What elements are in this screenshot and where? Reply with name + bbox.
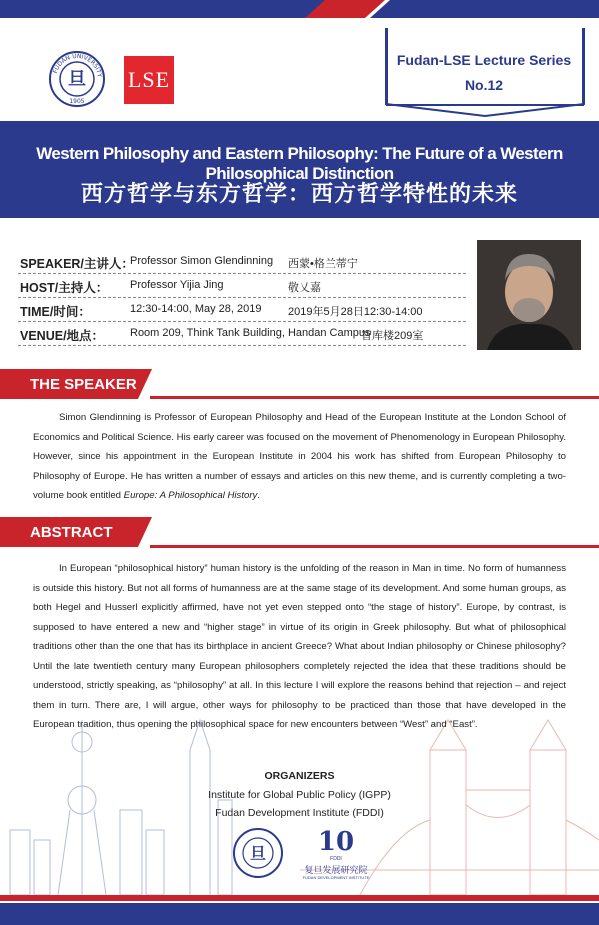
fddi-english-name: FUDAN DEVELOPMENT INSTITUTE [302, 875, 370, 880]
title-chinese: 西方哲学与东方哲学：西方哲学特性的未来 [80, 181, 518, 206]
info-row-time [18, 298, 466, 322]
info-row-host [18, 274, 466, 298]
speaker-bio [33, 408, 566, 506]
svg-text:FUDAN UNIVERSITY: FUDAN UNIVERSITY [51, 52, 103, 78]
svg-text:1905: 1905 [69, 98, 85, 105]
organizer-fddi: Fudan Development Institute (FDDI) [215, 807, 384, 819]
series-number: No.12 [464, 77, 504, 93]
info-row-venue [18, 322, 466, 346]
fddi-logo [296, 826, 376, 882]
lse-logo: LSE [124, 56, 174, 104]
info-value: Room 209, Think Tank Building, Handan Campus [130, 327, 371, 339]
section-title-abstract: ABSTRACT [30, 524, 113, 541]
top-blue-band [0, 0, 330, 18]
info-chinese: 西蒙•格兰蒂宁 [288, 258, 358, 270]
info-chinese: 2019年5月28日12:30-14:00 [288, 306, 423, 318]
section-rule [150, 396, 599, 399]
speaker-photo [477, 240, 581, 350]
fudan-university-logo [48, 50, 106, 108]
info-value: Professor Simon Glendinning [130, 255, 274, 267]
info-label: SPEAKER/主讲人： [20, 257, 134, 271]
bottom-red-band [0, 895, 599, 901]
organizers-heading: ORGANIZERS [264, 770, 335, 782]
svg-text:旦: 旦 [249, 844, 267, 863]
fudan-institute-logo [232, 827, 284, 879]
svg-text:旦: 旦 [68, 69, 86, 90]
section-rule [150, 545, 599, 548]
speaker-bio-end: . [257, 490, 261, 501]
info-label: VENUE/地点： [20, 329, 105, 343]
abstract-paragraph: In European “philosophical history” human history is the unfolding of the reason in Man in time. No form of humanness is outside this history. But not all forms of humanness are at the same stage of its development. And some human groups, as both Hegel and Husserl explicitly affirmed, have not yet even stepped onto “the stage of history”. Europe, by contrast, is supposed to have entered a new and “higher stage” in virtue of its origin in Greek philosophy. But what of philosophical traditions other than the one that has its birthplace in ancient Greece? What about Indian philosophy or Chinese philosophy? Until the late twentieth century many European philosophers completely rejected the idea that these traditions should be understood, strictly speaking, as “philosophy” at all. In this lecture I will explore the reasons behind that rejection – and reject them in turn. There are, I will argue, other ways for philosophy to be practiced than those that have developed in the European tradition, thus opening the philosophical space for new encounters between “West” and “East”. [33, 563, 566, 730]
svg-text:10: 10 [317, 827, 355, 856]
series-title: Fudan-LSE Lecture Series [396, 52, 572, 68]
organizer-igpp: Institute for Global Public Policy (IGPP) [208, 789, 391, 801]
info-value: 12:30-14:00, May 28, 2019 [130, 303, 262, 315]
top-blue-band-right [370, 0, 599, 18]
abstract-text [33, 559, 566, 735]
bottom-blue-band [0, 903, 599, 925]
info-row-speaker [18, 250, 466, 274]
section-title-speaker: THE SPEAKER [30, 376, 137, 393]
info-label: HOST/主持人： [20, 281, 109, 295]
info-label: TIME/时间： [20, 305, 91, 319]
fddi-abbr: FDDI [330, 856, 342, 862]
speaker-bio-text: Simon Glendinning is Professor of European Philosophy and Head of the European Institute at the London School of Economics and Political Science. His early career was focused on the movement of Phenomenology in European Philosophy. However, since his appointment in the European Institute in 2004 his work has shifted from European Philosophy to Philosophy of Europe. He has written a number of essays and articles on this new theme, and is currently completing a two-volume book entitled [33, 412, 566, 501]
info-chinese: 敬乂嘉 [288, 282, 321, 294]
book-title: Europe: A Philosophical History [123, 490, 258, 501]
info-value: Professor Yijia Jing [130, 279, 224, 291]
fddi-chinese-name: 复旦发展研究院 [304, 865, 368, 875]
info-chinese: 智库楼209室 [361, 330, 424, 342]
title-english: Western Philosophy and Eastern Philosophy: The Future of a Western Philosophical Distinction [36, 144, 563, 183]
